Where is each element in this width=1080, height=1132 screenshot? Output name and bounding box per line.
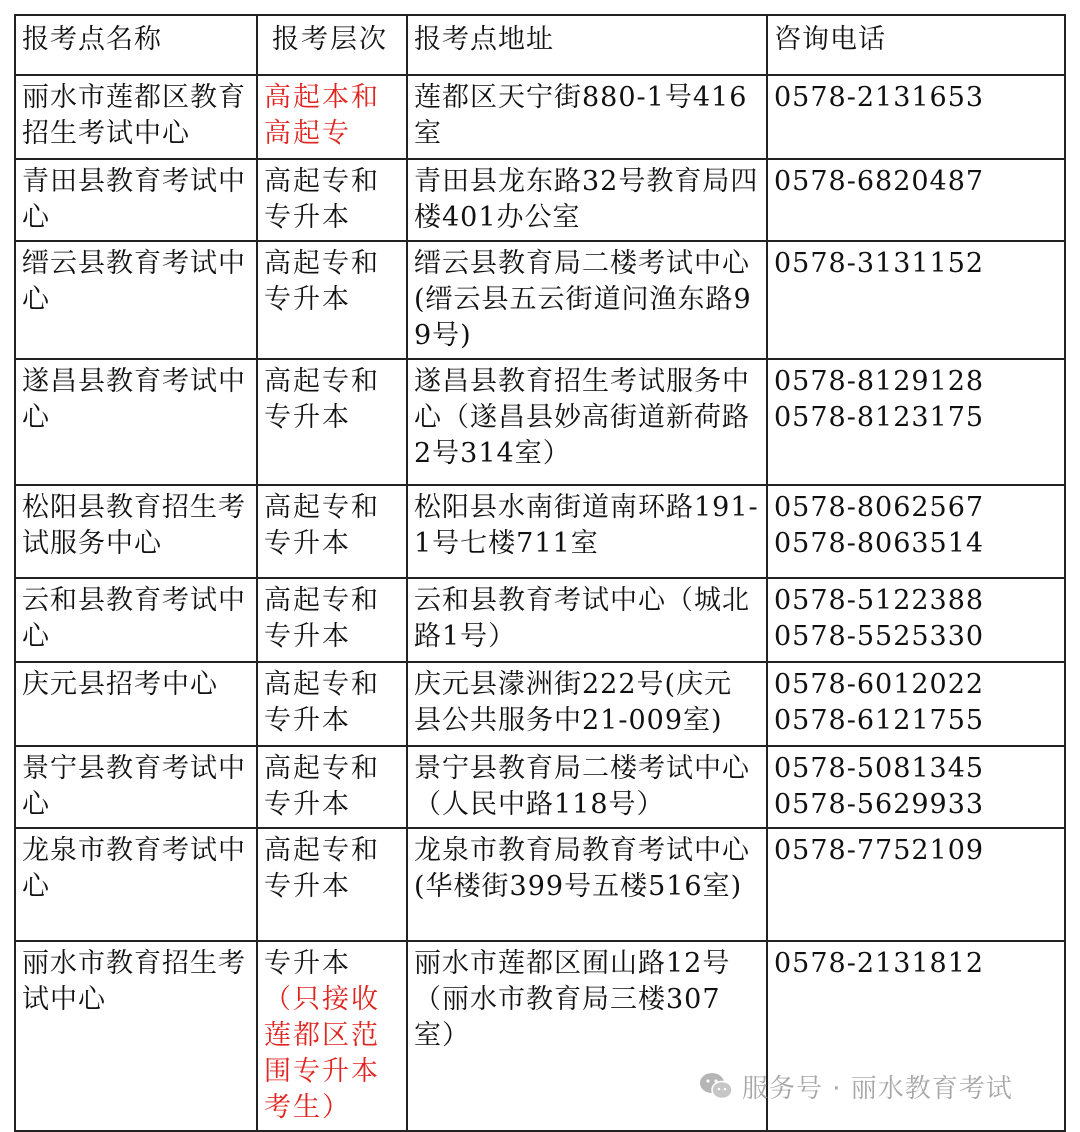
watermark-text: 服务号 · 丽水教育考试 xyxy=(742,1073,1013,1104)
exam-level: 高起专和专升本 xyxy=(257,359,407,485)
exam-level: 高起专和专升本 xyxy=(257,241,407,359)
table-row xyxy=(15,828,1065,941)
wechat-icon xyxy=(698,1071,734,1101)
table-row xyxy=(15,75,1065,159)
phone-cell xyxy=(767,75,1065,159)
phone-cell xyxy=(767,359,1065,485)
site-address: 缙云县教育局二楼考试中心(缙云县五云街道问渔东路99号) xyxy=(407,241,767,359)
exam-level: 高起专和专升本 xyxy=(257,485,407,578)
header-phone: 咨询电话 xyxy=(767,15,1065,75)
exam-level: 高起专和专升本 xyxy=(257,662,407,746)
phone-number: 0578-8129128 xyxy=(774,366,985,397)
phone-cell xyxy=(767,746,1065,828)
watermark xyxy=(698,1066,1058,1106)
site-name: 庆元县招考中心 xyxy=(15,662,257,746)
exam-site-table xyxy=(14,14,1066,1132)
phone-cell xyxy=(767,485,1065,578)
exam-level: 高起专和专升本 xyxy=(257,746,407,828)
phone-number: 0578-2131653 xyxy=(774,82,985,113)
phone-number: 0578-6820487 xyxy=(774,166,985,197)
site-name: 龙泉市教育考试中心 xyxy=(15,828,257,941)
site-name: 丽水市教育招生考试中心 xyxy=(15,941,257,1131)
header-level: 报考层次 xyxy=(257,15,407,75)
phone-number: 0578-5122388 xyxy=(774,585,985,616)
phone-number: 0578-8062567 xyxy=(774,492,985,523)
exam-level: 专升本 xyxy=(264,948,351,979)
header-address: 报考点地址 xyxy=(407,15,767,75)
header-name: 报考点名称 xyxy=(15,15,257,75)
exam-level: 高起专和专升本 xyxy=(257,159,407,241)
phone-number: 0578-7752109 xyxy=(774,835,985,866)
table-row xyxy=(15,662,1065,746)
site-address: 莲都区天宁街880-1号416室 xyxy=(407,75,767,159)
table-row xyxy=(15,359,1065,485)
site-address: 松阳县水南街道南环路191-1号七楼711室 xyxy=(407,485,767,578)
phone-number: 0578-5081345 xyxy=(774,753,985,784)
site-address: 景宁县教育局二楼考试中心（人民中路118号） xyxy=(407,746,767,828)
site-address: 云和县教育考试中心（城北路1号） xyxy=(407,578,767,662)
exam-level: 高起专和专升本 xyxy=(257,828,407,941)
table-row xyxy=(15,159,1065,241)
phone-number: 0578-2131812 xyxy=(774,948,985,979)
site-address: 青田县龙东路32号教育局四楼401办公室 xyxy=(407,159,767,241)
phone-number-2: 0578-8063514 xyxy=(774,528,985,559)
site-name: 遂昌县教育考试中心 xyxy=(15,359,257,485)
table-row xyxy=(15,746,1065,828)
site-name: 青田县教育考试中心 xyxy=(15,159,257,241)
site-name: 云和县教育考试中心 xyxy=(15,578,257,662)
site-name: 松阳县教育招生考试服务中心 xyxy=(15,485,257,578)
table-row xyxy=(15,578,1065,662)
site-name: 景宁县教育考试中心 xyxy=(15,746,257,828)
site-address: 丽水市莲都区囿山路12号（丽水市教育局三楼307室） xyxy=(407,941,767,1131)
phone-number: 0578-3131152 xyxy=(774,248,985,279)
phone-cell xyxy=(767,159,1065,241)
phone-number-2: 0578-8123175 xyxy=(774,402,985,433)
phone-cell xyxy=(767,241,1065,359)
phone-cell xyxy=(767,662,1065,746)
table-header-row xyxy=(15,15,1065,75)
phone-cell xyxy=(767,578,1065,662)
table-row xyxy=(15,241,1065,359)
site-name: 缙云县教育考试中心 xyxy=(15,241,257,359)
phone-number: 0578-6012022 xyxy=(774,669,985,700)
exam-level-cell xyxy=(257,941,407,1131)
phone-number-2: 0578-5629933 xyxy=(774,789,985,820)
phone-number-2: 0578-6121755 xyxy=(774,705,985,736)
site-address: 龙泉市教育局教育考试中心(华楼街399号五楼516室) xyxy=(407,828,767,941)
exam-level-note: （只接收莲都区范围专升本考生） xyxy=(264,984,380,1123)
exam-level: 高起本和高起专 xyxy=(257,75,407,159)
site-name: 丽水市莲都区教育招生考试中心 xyxy=(15,75,257,159)
table-row xyxy=(15,485,1065,578)
phone-number-2: 0578-5525330 xyxy=(774,621,985,652)
phone-cell xyxy=(767,828,1065,941)
site-address: 庆元县濛洲街222号(庆元县公共服务中21-009室) xyxy=(407,662,767,746)
exam-level: 高起专和专升本 xyxy=(257,578,407,662)
site-address: 遂昌县教育招生考试服务中心（遂昌县妙高街道新荷路2号314室） xyxy=(407,359,767,485)
